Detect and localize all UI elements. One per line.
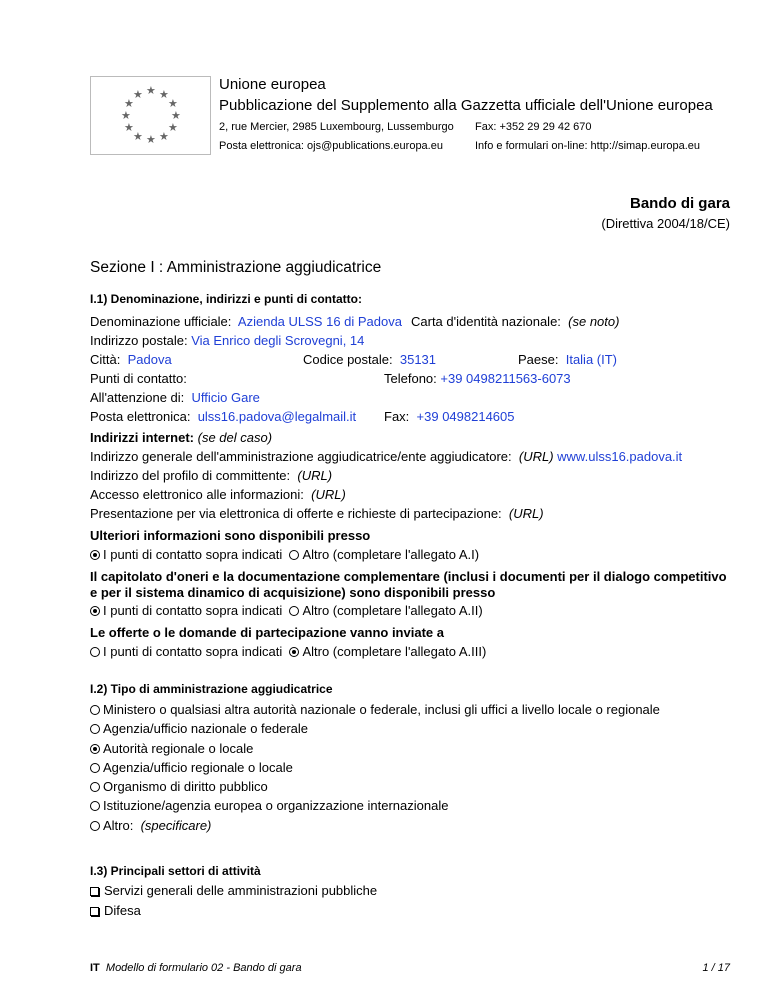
- further-info-options: [90, 547, 479, 562]
- header-fax: Fax: +352 29 29 42 670: [475, 121, 592, 133]
- star-icon: ★: [121, 110, 131, 122]
- authority-option: [90, 721, 308, 736]
- access-row: [90, 487, 346, 502]
- authority-option-label: Altro:: [103, 818, 134, 833]
- activities-heading: I.3) Principali settori di attività: [90, 864, 261, 878]
- national-id-note: (se noto): [568, 314, 620, 329]
- radio-contact-points[interactable]: [90, 550, 100, 560]
- radio-other[interactable]: [289, 550, 299, 560]
- star-icon: ★: [133, 89, 143, 101]
- authority-option-label: Autorità regionale o locale: [103, 741, 254, 756]
- specs-opt1: I punti di contatto sopra indicati: [103, 603, 283, 618]
- fax-label: Fax:: [384, 409, 410, 424]
- checkbox-defence[interactable]: [90, 907, 99, 916]
- profile-label: Indirizzo del profilo di committente:: [90, 468, 291, 483]
- email-label: Posta elettronica:: [90, 409, 191, 424]
- official-name-row: [90, 314, 402, 329]
- further-info-opt2: Altro (completare l'allegato A.I): [302, 547, 480, 562]
- specs-heading-line2: e per il sistema dinamico di acquisizione) sono disponibili presso: [90, 585, 496, 600]
- email-row: [90, 409, 356, 424]
- further-info-heading: Ulteriori informazioni sono disponibili presso: [90, 528, 371, 543]
- country-row: [518, 352, 617, 367]
- footer-form-name: Modello di formulario 02 - Bando di gara: [105, 962, 302, 974]
- city-row: [90, 352, 172, 367]
- tenders-heading: Le offerte o le domande di partecipazione vanno inviate a: [90, 625, 444, 640]
- radio-european-institution[interactable]: [90, 801, 100, 811]
- star-icon: ★: [171, 110, 181, 122]
- further-info-opt1: I punti di contatto sopra indicati: [103, 547, 283, 562]
- profile-row: [90, 468, 332, 483]
- submission-row: [90, 506, 544, 521]
- official-name-value: Azienda ULSS 16 di Padova: [237, 314, 402, 329]
- activity-label: Servizi generali delle amministrazioni pubbliche: [104, 883, 378, 898]
- radio-other[interactable]: [90, 821, 100, 831]
- header-email: Posta elettronica: ojs@publications.europa.eu: [219, 140, 443, 152]
- profile-url-note: (URL): [297, 468, 333, 483]
- section-title: Sezione I : Amministrazione aggiudicatrice: [90, 259, 382, 276]
- radio-contact-points[interactable]: [90, 647, 100, 657]
- specs-options: [90, 603, 483, 618]
- general-url-note: (URL): [518, 449, 554, 464]
- phone-label: Telefono:: [384, 371, 437, 386]
- doc-directive: (Direttiva 2004/18/CE): [601, 216, 730, 231]
- star-icon: ★: [168, 98, 178, 110]
- authority-option: [90, 741, 253, 756]
- attention-row: [90, 390, 260, 405]
- postal-address-label: Indirizzo postale:: [90, 333, 188, 348]
- activity-item: [90, 883, 377, 898]
- authority-option-label: Agenzia/ufficio regionale o locale: [103, 760, 293, 775]
- phone-row: [384, 371, 571, 386]
- authority-option: [90, 702, 660, 717]
- footer-form: [90, 962, 302, 974]
- postal-address-row: [90, 333, 364, 348]
- star-icon: ★: [133, 131, 143, 143]
- radio-national-agency[interactable]: [90, 724, 100, 734]
- attention-label: All'attenzione di:: [90, 390, 185, 405]
- fax-row: [384, 409, 515, 424]
- general-address-label: Indirizzo generale dell'amministrazione aggiudicatrice/ente aggiudicatore:: [90, 449, 512, 464]
- header-org: Unione europea: [219, 76, 326, 93]
- specs-heading-line1: Il capitolato d'oneri e la documentazione complementare (inclusi i documenti per il dialogo competitivo: [90, 569, 727, 584]
- general-address-row: [90, 449, 682, 464]
- radio-regional-authority[interactable]: [90, 744, 100, 754]
- city-value: Padova: [127, 352, 172, 367]
- footer-page: 1 / 17: [702, 962, 730, 974]
- internet-heading-note: (se del caso): [197, 430, 273, 445]
- star-icon: ★: [124, 122, 134, 134]
- radio-regional-agency[interactable]: [90, 763, 100, 773]
- postcode-value: 35131: [399, 352, 437, 367]
- internet-heading: Indirizzi internet:: [90, 430, 194, 445]
- radio-other[interactable]: [289, 606, 299, 616]
- star-icon: ★: [159, 89, 169, 101]
- phone-value: +39 0498211563-6073: [440, 371, 571, 386]
- doc-title: Bando di gara: [629, 195, 730, 212]
- access-label: Accesso elettronico alle informazioni:: [90, 487, 304, 502]
- attention-value: Ufficio Gare: [191, 390, 260, 405]
- authority-option: [90, 798, 448, 813]
- authority-option-label: Ministero o qualsiasi altra autorità nazionale o federale, inclusi gli uffici a livello locale o regionale: [103, 702, 660, 717]
- authority-type-heading: I.2) Tipo di amministrazione aggiudicatrice: [90, 682, 333, 696]
- general-address-value: www.ulss16.padova.it: [557, 449, 683, 464]
- authority-option-label: Istituzione/agenzia europea o organizzazione internazionale: [103, 798, 449, 813]
- internet-heading-row: [90, 430, 272, 445]
- footer-lang: IT: [90, 962, 100, 974]
- activity-label: Difesa: [104, 903, 141, 918]
- tenders-options: [90, 644, 486, 659]
- submission-url-note: (URL): [508, 506, 544, 521]
- country-value: Italia (IT): [565, 352, 618, 367]
- postcode-row: [303, 352, 436, 367]
- specs-opt2: Altro (completare l'allegato A.II): [302, 603, 483, 618]
- authority-option-label: Organismo di diritto pubblico: [103, 779, 268, 794]
- official-name-label: Denominazione ufficiale:: [90, 314, 232, 329]
- authority-option: [90, 779, 268, 794]
- email-value: ulss16.padova@legalmail.it: [197, 409, 357, 424]
- star-icon: ★: [168, 122, 178, 134]
- star-icon: ★: [124, 98, 134, 110]
- checkbox-general-services[interactable]: [90, 887, 99, 896]
- eu-flag-logo: [90, 76, 211, 155]
- header-address: 2, rue Mercier, 2985 Luxembourg, Lussemburgo: [219, 121, 454, 133]
- authority-option: [90, 818, 211, 833]
- header-publication: Pubblicazione del Supplemento alla Gazzetta ufficiale dell'Unione europea: [219, 97, 713, 114]
- contact-points-label: Punti di contatto:: [90, 371, 187, 386]
- star-icon: ★: [146, 85, 156, 97]
- national-id-row: [411, 314, 619, 329]
- header-info: Info e formulari on-line: http://simap.europa.eu: [475, 140, 701, 152]
- submission-label: Presentazione per via elettronica di offerte e richieste di partecipazione:: [90, 506, 502, 521]
- tenders-opt1: I punti di contatto sopra indicati: [103, 644, 283, 659]
- other-note: (specificare): [140, 818, 212, 833]
- radio-ministry[interactable]: [90, 705, 100, 715]
- fax-value: +39 0498214605: [416, 409, 515, 424]
- star-icon: ★: [146, 134, 156, 146]
- authority-option-label: Agenzia/ufficio nazionale o federale: [103, 721, 309, 736]
- tenders-opt2: Altro (completare l'allegato A.III): [302, 644, 487, 659]
- access-url-note: (URL): [311, 487, 346, 502]
- postal-address-value: Via Enrico degli Scrovegni, 14: [191, 333, 365, 348]
- star-icon: ★: [159, 131, 169, 143]
- national-id-label: Carta d'identità nazionale:: [411, 314, 561, 329]
- authority-option: [90, 760, 293, 775]
- postcode-label: Codice postale:: [303, 352, 393, 367]
- radio-contact-points[interactable]: [90, 606, 100, 616]
- activity-item: [90, 903, 141, 918]
- contact-heading: I.1) Denominazione, indirizzi e punti di contatto:: [90, 292, 362, 306]
- city-label: Città:: [90, 352, 121, 367]
- radio-other[interactable]: [289, 647, 299, 657]
- country-label: Paese:: [518, 352, 559, 367]
- radio-public-law-body[interactable]: [90, 782, 100, 792]
